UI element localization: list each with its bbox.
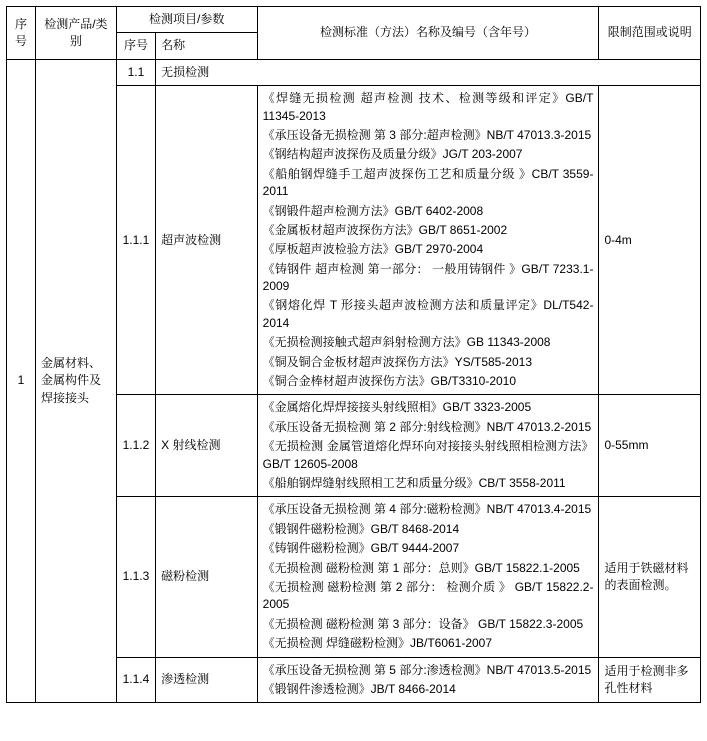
standard-entry: 《金属板材超声波探伤方法》GB/T 8651-2002 xyxy=(262,222,508,237)
cell-main-no: 1 xyxy=(7,59,36,703)
cell-limit: 适用于铁磁材料的表面检测。 xyxy=(599,497,701,657)
cell-limit: 0-55mm xyxy=(599,395,701,497)
table-row-section xyxy=(7,59,701,85)
standard-entry: 《钢锻件超声检测方法》GB/T 6402-2008 xyxy=(262,203,484,218)
cell-standards xyxy=(257,657,599,703)
standard-entry: 《无损检测接触式超声斜射检测方法》GB 11343-2008 xyxy=(262,335,551,350)
standard-entry: 《铜合金棒材超声波探伤方法》GB/T3310-2010 xyxy=(262,374,517,389)
table-header-row xyxy=(7,7,701,33)
standard-entry: 《钢熔化焊 T 形接头超声波检测方法和质量评定》DL/T542-2014 xyxy=(262,298,594,330)
standard-entry: 《船舶钢焊缝手工超声波探伤工艺和质量分级 》CB/T 3559-2011 xyxy=(262,166,594,199)
header-col-no: 序号 xyxy=(7,7,36,60)
header-col-limit: 限制范围或说明 xyxy=(599,7,701,60)
header-col-category: 检测产品/类别 xyxy=(36,7,117,60)
standard-entry: 《无损检测 磁粉检测 第 2 部分： 检测介质 》 GB/T 15822.2-2005 xyxy=(262,579,594,612)
standard-entry: 《承压设备无损检测 第 2 部分:射线检测》NB/T 47013.2-2015 xyxy=(262,419,592,434)
standards-list xyxy=(263,399,594,492)
cell-item-name: 磁粉检测 xyxy=(156,497,258,657)
standard-entry: 《金属熔化焊焊接接头射线照相》GB/T 3323-2005 xyxy=(262,400,532,415)
standards-list xyxy=(263,501,594,652)
standard-entry: 《船舶钢焊缝射线照相工艺和质量分级》CB/T 3558-2011 xyxy=(262,475,566,490)
header-col-standard: 检测标准（方法）名称及编号（含年号） xyxy=(257,7,599,60)
cell-standards xyxy=(257,86,599,395)
cell-item-no: 1.1.2 xyxy=(116,395,155,497)
standard-entry: 《铸钢件 超声检测 第一部分： 一般用铸钢件 》GB/T 7233.1-2009 xyxy=(262,261,594,294)
header-col-item-name: 名称 xyxy=(156,33,258,59)
cell-limit: 0-4m xyxy=(599,86,701,395)
standard-entry: 《厚板超声波检验方法》GB/T 2970-2004 xyxy=(262,242,484,257)
standard-entry: 《承压设备无损检测 第 5 部分:渗透检测》NB/T 47013.5-2015 xyxy=(262,662,592,677)
cell-item-no: 1.1.3 xyxy=(116,497,155,657)
standards-list xyxy=(263,90,594,390)
standard-entry: 《钢结构超声波探伤及质量分级》JG/T 203-2007 xyxy=(262,147,523,162)
standard-entry: 《焊缝无损检测 超声检测 技术、检测等级和评定》GB/T 11345-2013 xyxy=(262,91,594,123)
cell-standards xyxy=(257,497,599,657)
cell-item-no: 1.1.1 xyxy=(116,86,155,395)
header-col-item-group: 检测项目/参数 xyxy=(116,7,257,33)
standard-entry: 《无损检测 磁粉检测 第 1 部分：总则》GB/T 15822.1-2005 xyxy=(262,560,580,575)
cell-limit: 适用于检测非多孔性材料 xyxy=(599,657,701,703)
standard-entry: 《无损检测 焊缝磁粉检测》JB/T6061-2007 xyxy=(262,636,493,651)
cell-section-name: 无损检测 xyxy=(156,59,701,85)
standard-entry: 《铸钢件磁粉检测》GB/T 9444-2007 xyxy=(262,541,460,556)
standard-entry: 《无损检测 磁粉检测 第 3 部分：设备》 GB/T 15822.3-2005 xyxy=(262,616,584,631)
inspection-capability-table xyxy=(6,6,701,703)
header-col-item-no: 序号 xyxy=(116,33,155,59)
cell-item-name: X 射线检测 xyxy=(156,395,258,497)
cell-item-no: 1.1.4 xyxy=(116,657,155,703)
standard-entry: 《承压设备无损检测 第 4 部分:磁粉检测》NB/T 47013.4-2015 xyxy=(262,502,592,517)
cell-main-category: 金属材料、金属构件及焊接接头 xyxy=(36,59,117,703)
standards-list xyxy=(263,662,594,699)
cell-item-name: 超声波检测 xyxy=(156,86,258,395)
standard-entry: 《承压设备无损检测 第 3 部分:超声检测》NB/T 47013.3-2015 xyxy=(262,127,592,142)
standard-entry: 《铜及铜合金板材超声波探伤方法》YS/T585-2013 xyxy=(262,354,533,369)
cell-item-name: 渗透检测 xyxy=(156,657,258,703)
standard-entry: 《无损检测 金属管道熔化焊环向对接接头射线照相检测方法》GB/T 12605-2008 xyxy=(262,439,594,471)
cell-section-no: 1.1 xyxy=(116,59,155,85)
standard-entry: 《锻钢件磁粉检测》GB/T 8468-2014 xyxy=(262,521,460,536)
cell-standards xyxy=(257,395,599,497)
standard-entry: 《锻钢件渗透检测》JB/T 8466-2014 xyxy=(262,681,456,696)
